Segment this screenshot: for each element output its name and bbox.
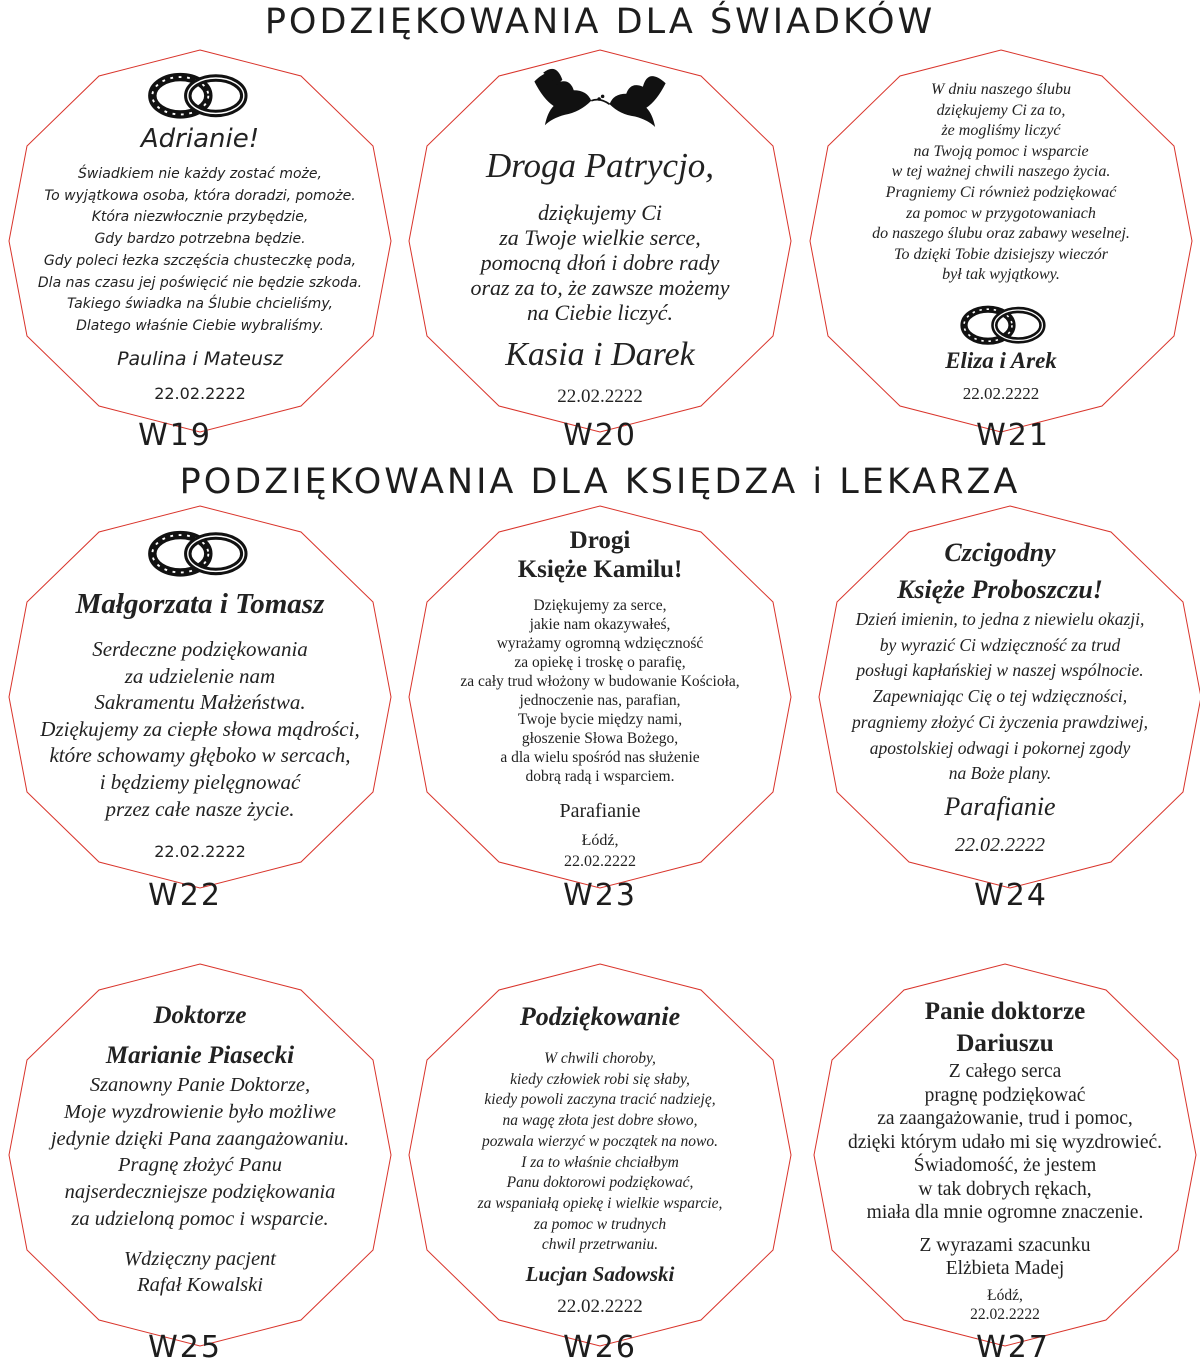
code-w26: W26 <box>563 1330 637 1365</box>
card-body <box>806 80 1196 286</box>
code-w20: W20 <box>563 418 637 453</box>
wedding-rings-icon <box>956 298 1052 346</box>
body-line: wyrażamy ogromną wdzięczność <box>496 635 704 652</box>
card-place-date <box>810 1286 1200 1324</box>
body-line: dobrą radą i wsparciem. <box>525 768 675 785</box>
body-line: Dziękujemy za ciepłe słowa mądrości, <box>40 716 360 741</box>
title-line: Panie doktorze <box>924 998 1086 1025</box>
body-line: do naszego ślubu oraz zabawy weselnej. <box>872 225 1130 243</box>
card-w21 <box>806 46 1196 436</box>
body-line: w tak dobrych rękach, <box>918 1178 1092 1200</box>
card-date: 22.02.2222 <box>970 1306 1040 1323</box>
body-line: oraz za to, że zawsze możemy <box>470 275 730 300</box>
card-date: 22.02.2222 <box>962 384 1040 403</box>
card-w23 <box>405 502 795 892</box>
body-line: Gdy bardzo potrzebna będzie. <box>94 231 306 248</box>
body-line: na Ciebie liczyć. <box>526 300 673 325</box>
body-line: apostolskiej odwagi i pokornej zgody <box>869 737 1131 758</box>
card-date: 22.02.2222 <box>557 1296 643 1317</box>
card-body <box>810 1060 1200 1225</box>
signature-line: Elżbieta Madej <box>945 1258 1065 1279</box>
body-line: Która niezwłocznie przybędzie, <box>91 209 309 226</box>
card-title: Adrianie! <box>140 124 260 154</box>
card-date: 22.02.2222 <box>955 834 1045 856</box>
body-line: Dla nas czasu jej poświęcić nie będzie szkoda. <box>37 274 363 291</box>
card-signature: Parafianie <box>559 800 641 822</box>
body-line: Dlatego właśnie Ciebie wybraliśmy. <box>76 317 324 334</box>
body-line: Dziękujemy za serce, <box>533 597 667 614</box>
body-line: Twoje bycie między nami, <box>517 711 683 728</box>
card-title: Droga Patrycjo, <box>485 146 715 185</box>
body-line: pozwala wierzyć w początek na nowo. <box>482 1132 718 1150</box>
title-line: Dariuszu <box>956 1030 1054 1057</box>
card-date: 22.02.2222 <box>564 853 636 870</box>
body-line: Takiego świadka na Ślubie chcieliśmy, <box>67 296 333 313</box>
body-line: za cały trud włożony w budowanie Kościoła, <box>460 673 740 690</box>
card-title: Podziękowanie <box>519 1002 681 1031</box>
body-line: kiedy powoli zaczyna tracić nadzieję, <box>484 1091 716 1109</box>
body-line: dziękujemy Ci <box>537 200 663 225</box>
card-signature: Kasia i Darek <box>505 336 695 373</box>
body-line: za udzieloną pomoc i wsparcie. <box>71 1207 329 1230</box>
body-line: To wyjątkowa osoba, która doradzi, pomoże. <box>44 187 356 204</box>
card-signature: Parafianie <box>944 792 1056 821</box>
title-line: Księże Kamilu! <box>517 556 683 583</box>
card-body <box>5 1072 395 1233</box>
body-line: jakie nam okazywałeś, <box>529 616 671 633</box>
wedding-rings-icon <box>143 64 255 120</box>
code-w21: W21 <box>976 418 1050 453</box>
body-line: Z całego serca <box>948 1061 1062 1082</box>
card-title <box>405 526 795 584</box>
body-line: dzięki którym udało mi się wyzdrowieć. <box>847 1131 1163 1153</box>
card-w22 <box>5 502 395 892</box>
card-w20 <box>405 46 795 436</box>
body-line: pragnę podziękować <box>924 1084 1086 1106</box>
body-line: pragniemy złożyć Ci życzenia prawdziwej, <box>851 711 1148 732</box>
signature-line: Wdzięczny pacjent <box>124 1248 276 1270</box>
body-line: Pragnę złożyć Panu <box>118 1154 282 1177</box>
card-title <box>805 534 1195 608</box>
body-line: na wagę złota jest dobre słowo, <box>502 1112 698 1130</box>
body-line: Panu doktorowi podziękować, <box>506 1174 694 1192</box>
body-line: by wyrazić Ci wdzięczność za trud <box>879 634 1121 655</box>
body-line: jedynie dzięki Pana zaangażowaniu. <box>50 1127 350 1150</box>
body-line: w tej ważnej chwili naszego życia. <box>891 163 1111 181</box>
title-line: Drogi <box>569 527 631 554</box>
card-signature: Eliza i Arek <box>945 348 1057 373</box>
card-date: 22.02.2222 <box>154 842 246 861</box>
body-line: Moje wyzdrowienie było możliwe <box>64 1100 336 1123</box>
card-body <box>5 636 395 822</box>
card-place: Łódź, <box>581 832 619 849</box>
heading-priest-doctor: PODZIĘKOWANIA DLA KSIĘDZA i LEKARZA <box>179 462 1021 502</box>
title-line: Czcigodny <box>944 538 1056 567</box>
body-line: za udzielenie nam <box>124 663 276 688</box>
code-w22: W22 <box>148 878 222 913</box>
card-w25 <box>5 960 395 1350</box>
body-line: pomocną dłoń i dobre rady <box>480 250 720 275</box>
title-line: Księże Proboszczu! <box>897 575 1103 604</box>
body-line: za zaangażowanie, trud i pomoc, <box>877 1108 1133 1129</box>
card-body <box>405 596 795 786</box>
signature-line: Rafał Kowalski <box>137 1274 263 1296</box>
body-line: najserdeczniejsze podziękowania <box>64 1181 336 1204</box>
card-title <box>810 996 1200 1060</box>
body-line: posługi kapłańskiej w naszej wspólnocie. <box>856 660 1144 681</box>
title-line: Marianie Piasecki <box>105 1042 295 1069</box>
body-line: Świadkiem nie każdy zostać może, <box>78 166 322 182</box>
body-line: Gdy poleci łezka szczęścia chusteczkę poda, <box>43 252 357 269</box>
card-signature: Lucjan Sadowski <box>525 1262 675 1286</box>
title-line: Doktorze <box>153 1002 247 1029</box>
card-title <box>5 996 395 1076</box>
body-line: był tak wyjątkowy. <box>942 266 1060 284</box>
card-date: 22.02.2222 <box>154 384 246 403</box>
body-line: za opiekę i troskę o parafię, <box>514 654 686 671</box>
body-line: W chwili choroby, <box>544 1050 656 1067</box>
card-body <box>5 164 395 338</box>
card-title: Małgorzata i Tomasz <box>75 588 325 620</box>
body-line: przez całe nasze życie. <box>105 796 295 821</box>
body-line: że mogliśmy liczyć <box>941 122 1061 140</box>
code-w24: W24 <box>974 878 1048 913</box>
body-line: Serdeczne podziękowania <box>92 637 308 661</box>
card-w19 <box>5 46 395 436</box>
body-line: a dla wielu spośród nas służenie <box>500 749 700 766</box>
body-line: I za to właśnie chciałbym <box>521 1153 679 1171</box>
signature-line: Z wyrazami szacunku <box>919 1235 1091 1256</box>
code-w27: W27 <box>976 1330 1050 1365</box>
body-line: za pomoc w trudnych <box>533 1215 667 1233</box>
body-line: na Boże plany. <box>948 763 1052 784</box>
card-w27 <box>810 960 1200 1350</box>
body-line: jednoczenie nas, parafian, <box>519 692 681 709</box>
body-line: kiedy człowiek robi się słaby, <box>510 1070 690 1088</box>
body-line: chwil przetrwaniu. <box>541 1236 659 1254</box>
body-line: dziękujemy Ci za to, <box>936 101 1066 119</box>
body-line: za pomoc w przygotowaniach <box>906 204 1096 222</box>
card-signature: Paulina i Mateusz <box>117 348 283 370</box>
card-w24 <box>815 502 1200 892</box>
body-line: Szanowny Panie Doktorze, <box>89 1074 311 1096</box>
body-line: miała dla mnie ogromne znaczenie. <box>866 1202 1144 1223</box>
body-line: głoszenie Słowa Bożego, <box>521 730 679 747</box>
card-body <box>405 1049 795 1256</box>
card-w26 <box>405 960 795 1350</box>
code-w23: W23 <box>563 878 637 913</box>
heading-witnesses: PODZIĘKOWANIA DLA ŚWIADKÓW <box>264 2 936 42</box>
body-line: Zapewniając Cię o tej wdzięczności, <box>872 686 1128 707</box>
body-line: To dzięki Tobie dzisiejszy wieczór <box>894 245 1108 263</box>
body-line: które schowamy głęboko w sercach, <box>49 743 351 768</box>
body-line: Świadomość, że jestem <box>913 1155 1097 1176</box>
body-line: Dzień imienin, to jedna z niewielu okazji, <box>855 609 1145 629</box>
body-line: za Twoje wielkie serce, <box>499 225 701 250</box>
body-line: Pragniemy Ci również podziękować <box>885 183 1117 201</box>
card-signature <box>5 1246 395 1298</box>
body-line: W dniu naszego ślubu <box>931 81 1071 98</box>
card-place: Łódź, <box>987 1287 1023 1304</box>
wedding-rings-icon <box>143 522 255 578</box>
body-line: i będziemy pielęgnować <box>99 769 301 794</box>
body-line: Sakramentu Małżeństwa. <box>94 690 306 715</box>
card-place-date <box>405 830 795 872</box>
card-body <box>805 607 1195 787</box>
doves-icon <box>525 64 675 134</box>
code-w25: W25 <box>148 1330 222 1365</box>
card-date: 22.02.2222 <box>557 386 643 407</box>
code-w19: W19 <box>138 418 212 453</box>
card-body <box>405 200 795 325</box>
card-signature <box>810 1234 1200 1280</box>
body-line: za wspaniałą opiekę i wielkie wsparcie, <box>477 1194 723 1212</box>
body-line: na Twoją pomoc i wsparcie <box>913 142 1089 160</box>
